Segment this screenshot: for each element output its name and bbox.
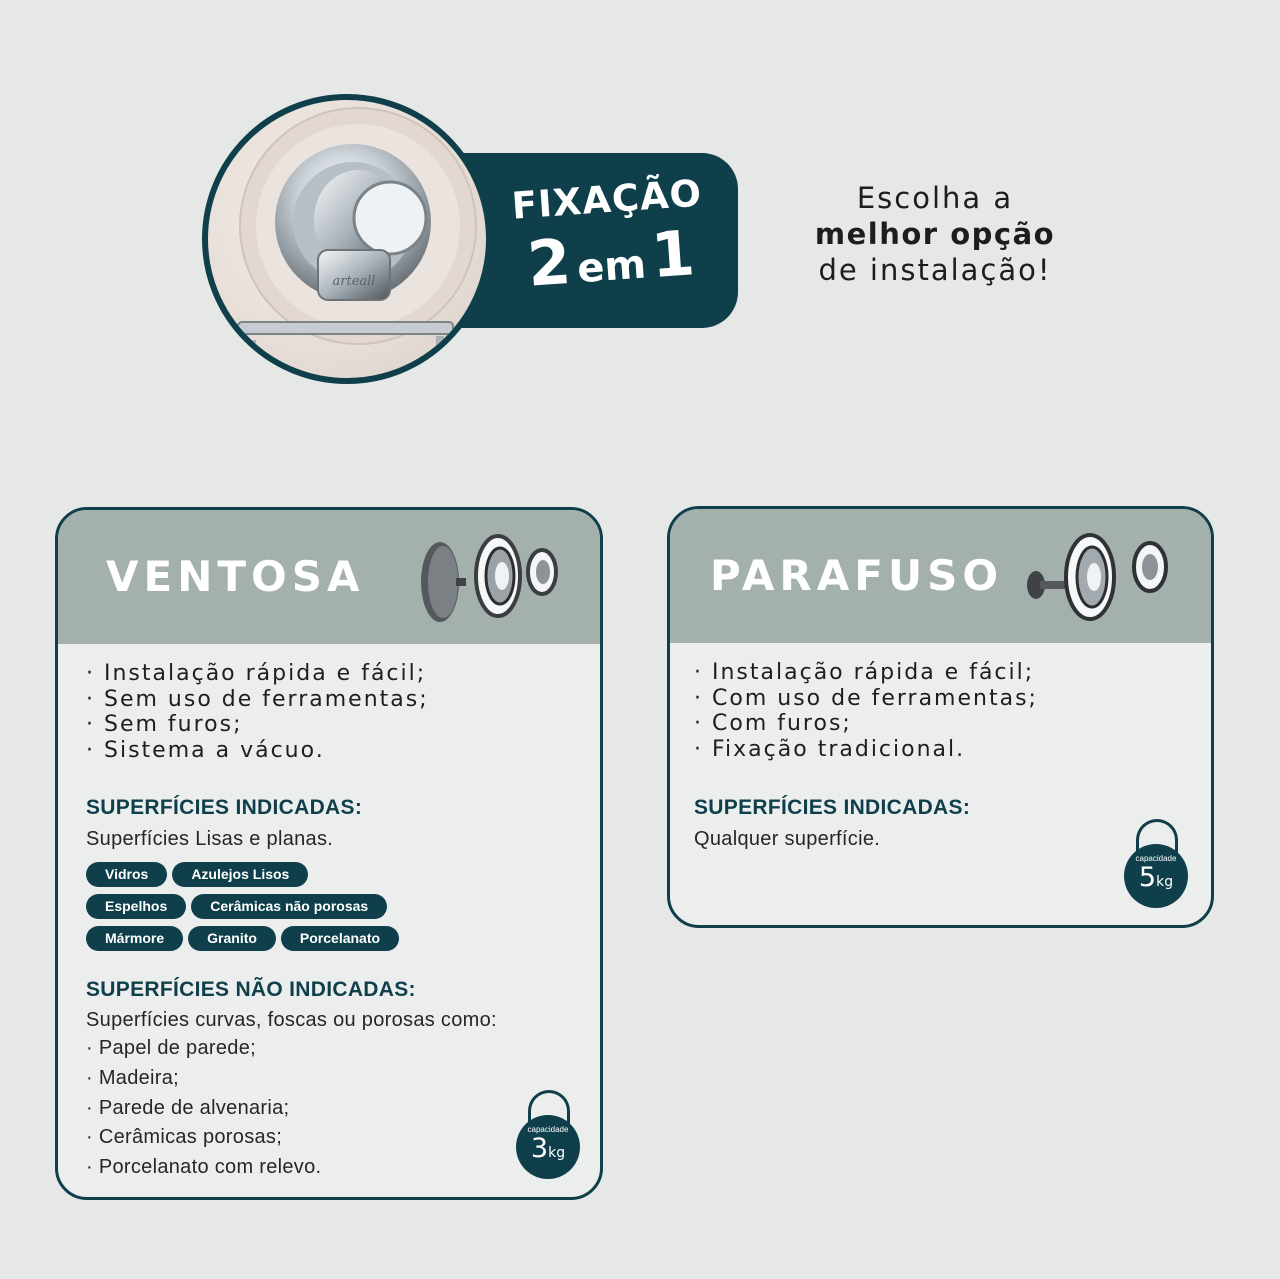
ventosa-card — [55, 507, 603, 1200]
chip-row — [86, 926, 516, 951]
weight-body — [516, 1115, 580, 1179]
ventosa-title: VENTOSA — [106, 552, 365, 601]
hero-number-right: 1 — [648, 216, 697, 293]
capacity-label: capacidade — [1135, 854, 1177, 863]
list-item: · Sem furos; — [86, 712, 429, 738]
screw-mount-parts-icon — [1022, 527, 1182, 623]
hero-title-line2 — [504, 217, 719, 317]
hero-title-line1: FIXAÇÃO — [510, 171, 704, 228]
hero-number-left: 2 — [525, 224, 574, 301]
product-logo-text: arteall — [332, 274, 376, 289]
parafuso-header — [670, 509, 1211, 643]
chip-row — [86, 862, 516, 887]
capacity-weight-badge — [516, 1090, 582, 1182]
capacity-weight-badge — [1124, 819, 1190, 911]
surface-chip: Porcelanato — [281, 926, 399, 951]
suction-hook-photo-icon — [208, 100, 486, 378]
tagline-line2: melhor opção — [814, 217, 1056, 251]
parafuso-card — [667, 506, 1214, 928]
capacity-number: 3 — [530, 1133, 549, 1164]
surface-chips — [86, 862, 516, 958]
ventosa-indicated-text: Superfícies Lisas e planas. — [86, 828, 334, 850]
surface-chip: Granito — [188, 926, 276, 951]
parafuso-indicated-title: SUPERFÍCIES INDICADAS: — [694, 796, 971, 819]
capacity-unit: kg — [1156, 874, 1174, 890]
list-item: · Instalação rápida e fácil; — [86, 661, 429, 687]
surface-chip: Cerâmicas não porosas — [191, 894, 387, 919]
suction-cup-parts-icon — [416, 530, 566, 626]
surface-chip: Espelhos — [86, 894, 186, 919]
list-item: · Porcelanato com relevo. — [86, 1153, 321, 1183]
list-item: · Sem uso de ferramentas; — [86, 687, 429, 713]
capacity-number: 5 — [1138, 862, 1157, 893]
hero-title — [501, 171, 720, 317]
parafuso-title: PARAFUSO — [710, 551, 1004, 600]
capacity-value — [516, 1133, 580, 1164]
surface-chip: Mármore — [86, 926, 183, 951]
capacity-unit: kg — [548, 1145, 566, 1161]
parafuso-features — [694, 660, 1038, 762]
hero-em: em — [575, 241, 648, 293]
tagline — [790, 180, 1080, 288]
surface-chip: Azulejos Lisos — [172, 862, 308, 887]
ventosa-features — [86, 661, 429, 763]
list-item: · Instalação rápida e fácil; — [694, 660, 1038, 686]
ventosa-indicated-title: SUPERFÍCIES INDICADAS: — [86, 796, 363, 819]
list-item: · Com furos; — [694, 711, 1038, 737]
surface-chip: Vidros — [86, 862, 167, 887]
list-item: · Sistema a vácuo. — [86, 738, 429, 764]
list-item: · Cerâmicas porosas; — [86, 1123, 321, 1153]
list-item: · Parede de alvenaria; — [86, 1094, 321, 1124]
tagline-line1: Escolha a — [856, 181, 1014, 215]
chip-row — [86, 894, 516, 919]
list-item: · Fixação tradicional. — [694, 737, 1038, 763]
product-photo — [202, 94, 492, 384]
ventosa-not-indicated-text: Superfícies curvas, foscas ou porosas como: — [86, 1009, 497, 1031]
weight-body — [1124, 844, 1188, 908]
list-item: · Madeira; — [86, 1064, 321, 1094]
ventosa-not-indicated-title: SUPERFÍCIES NÃO INDICADAS: — [86, 978, 416, 1001]
ventosa-not-indicated-list — [86, 1034, 321, 1183]
capacity-label: capacidade — [527, 1125, 569, 1134]
list-item: · Papel de parede; — [86, 1034, 321, 1064]
capacity-value — [1124, 862, 1188, 893]
tagline-line3: de instalação! — [818, 253, 1052, 287]
list-item: · Com uso de ferramentas; — [694, 686, 1038, 712]
parafuso-indicated-text: Qualquer superfície. — [694, 828, 881, 850]
ventosa-header — [58, 510, 600, 644]
